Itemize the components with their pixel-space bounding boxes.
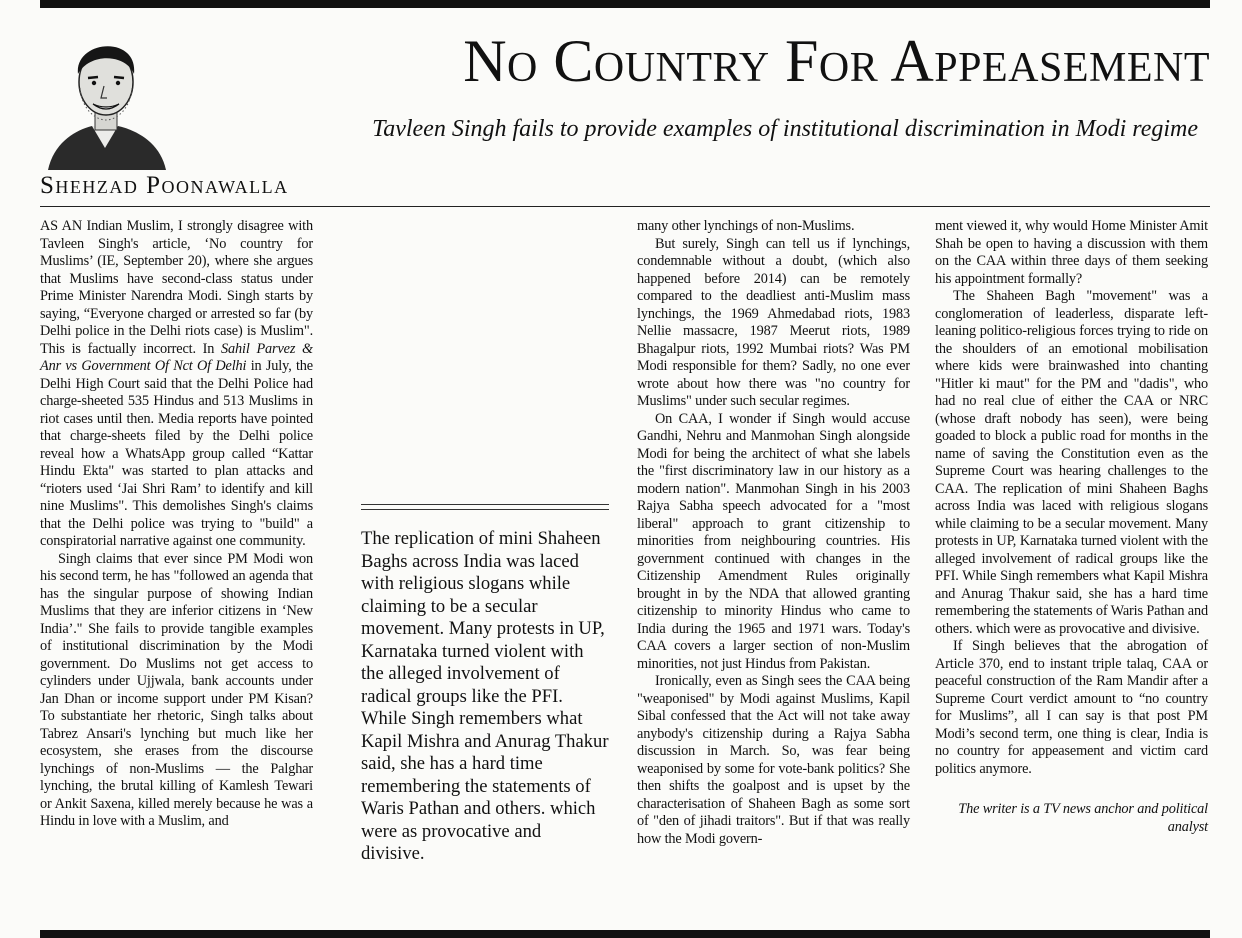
pull-quote: The replication of mini Shaheen Baghs across India was laced with religious slogans while claiming to be a secular movement. Many protests in UP, Karnataka turned violent with the alleged involvement of radical groups like the PFI. While Singh remembers what Kapil Mishra and Anurag Thakur said, she has a hard time remembering the statements of Waris Pathan and others. which were as provocative and divisive. <box>361 528 609 864</box>
case-name: Sahil Parvez & Anr vs Government Of Nct Of Delhi <box>40 340 313 374</box>
paragraph: many other lynchings of non-Muslims. <box>637 218 855 234</box>
paragraph-text: AS AN Indian Muslim, I strongly disagree with Tavleen Singh's article, ‘No country for Muslims’ (IE, September 20), where she argues that Muslims have second-class status under Prime Minister Narendra Modi. Singh starts by saying, “Everyone charged or arrested so far (by Delhi police in the Delhi riots case) is Muslim". This is factually incorrect. In <box>40 218 313 357</box>
pull-quote-rule <box>361 509 609 510</box>
column-1 <box>40 218 313 831</box>
author-portrait <box>40 30 170 170</box>
column-4 <box>935 218 1208 836</box>
bottom-rule <box>40 930 1210 938</box>
paragraph-text: in July, the Delhi High Court said that the Delhi Police had charge-sheeted 535 Hindus and 513 Muslims in riot cases until then. Media reports have pointed that charge-sheets filed by the Delhi police reveal how a WhatsApp group called “Kattar Hindu Ekta" was started to plan attacks and “rioters used ‘Jai Shri Ram’ to identify and kill nine Muslims". This demolishes Singh's claims that the Delhi police was trying to "build" a conspiratorial narrative against one community. <box>40 358 313 549</box>
paragraph: If Singh believes that the abrogation of Article 370, end to instant triple talaq, CAA or peaceful construction of the Ram Mandir after a Supreme Court verdict amount to “no country for Muslims”, all I can say is that post PM Modi’s second term, one thing is clear, India is no country for appeasement and victim card politics anymore. <box>935 638 1208 777</box>
byline-rule <box>40 206 1210 207</box>
headline: No Country For Appeasement <box>463 28 1210 94</box>
paragraph <box>40 218 313 551</box>
deck: Tavleen Singh fails to provide examples of institutional discrimination in Modi regime <box>372 116 1198 142</box>
byline: Shehzad Poonawalla <box>40 172 289 199</box>
top-rule <box>40 0 1210 8</box>
pull-quote-rule <box>361 504 609 505</box>
paragraph: On CAA, I wonder if Singh would accuse Gandhi, Nehru and Manmohan Singh alongside Modi for being the architect of what she labels the "first discriminatory law in our history as a modern nation". Manmohan Singh in his 2003 Rajya Sabha speech advocated for a "most liberal" approach to grant citizenship to minorities from neighbouring countries. His government continued with changes in the Citizenship Amendment Rules originally brought in by the NDA that allowed granting citizenship to minority Hindus who came to India during the 1965 and 1971 wars. Today's CAA covers a larger section of non-Muslim minorities, not just Hindus from Pakistan. <box>637 410 910 672</box>
paragraph: But surely, Singh can tell us if lynchings, condemnable without a doubt, (which also happened before 2014) can be remotely compared to the deadliest anti-Muslim mass lynchings, the 1969 Ahmedabad riots, 1983 Nellie massacre, 1987 Meerut riots, 1989 Bhagalpur riots, 1992 Mumbai riots? Was PM Modi responsible for them? Sadly, no one ever wrote about how there was "no country for Muslims" under such secular regimes. <box>637 235 910 409</box>
paragraph: The Shaheen Bagh "movement" was a conglomeration of leaderless, disparate left-leaning politico-religious forces trying to ride on the shoulders of an emotional mobilisation where kids were brainwashed into chanting "Hitler ki maut" for the PM and "dadis", who had no real clue of either the CAA or NRC (whose draft nobody has seen), were being goaded to block a public road for months in the name of saving the Constitution even as the Supreme Court was hearing challenges to the CAA. The replication of mini Shaheen Baghs across India was laced with religious slogans while claiming to be a secular movement. Many protests in UP, Karnataka turned violent with the alleged involvement of radical groups like the PFI. While Singh remembers what Kapil Mishra and Anurag Thakur said, she has a hard time remembering the statements of Waris Pathan and others. which were as provocative and divisive. <box>935 288 1208 637</box>
author-credit: The writer is a TV news anchor and political analyst <box>958 801 1208 835</box>
paragraph: ment viewed it, why would Home Minister Amit Shah be open to having a discussion with them on the CAA within three days of them seeking his appointment formally? <box>935 218 1208 287</box>
column-3 <box>637 218 910 848</box>
paragraph: Singh claims that ever since PM Modi won his second term, he has "followed an agenda that has the singular purpose of showing Indian Muslims that they are inferior citizens in ‘New India’." She fails to provide tangible examples of institutional discrimination by the Modi government. Do Muslims not get access to cylinders under Ujjwala, bank accounts under Jan Dhan or income support under PM Kisan? To substantiate her rhetoric, Singh talks about Tabrez Ansari's lynching but much like her ecosystem, she erases from the discourse lynchings of non-Muslims — the Palghar lynching, the brutal killing of Kamlesh Tewari or Ankit Saxena, killed merely because he was a Hindu in love with a Muslim, and <box>40 550 313 829</box>
paragraph: Ironically, even as Singh sees the CAA being "weaponised" by Modi against Muslims, Kapil Sibal confessed that the Act will not take away anybody's citizenship during a Rajya Sabha discussion in March. So, was fear being weaponised by some for vote-bank politics? She then shifts the goalpost and is upset by the characterisation of Shaheen Bagh as some sort of "den of jihadi traitors". But if that was really how the Modi govern- <box>637 673 910 847</box>
